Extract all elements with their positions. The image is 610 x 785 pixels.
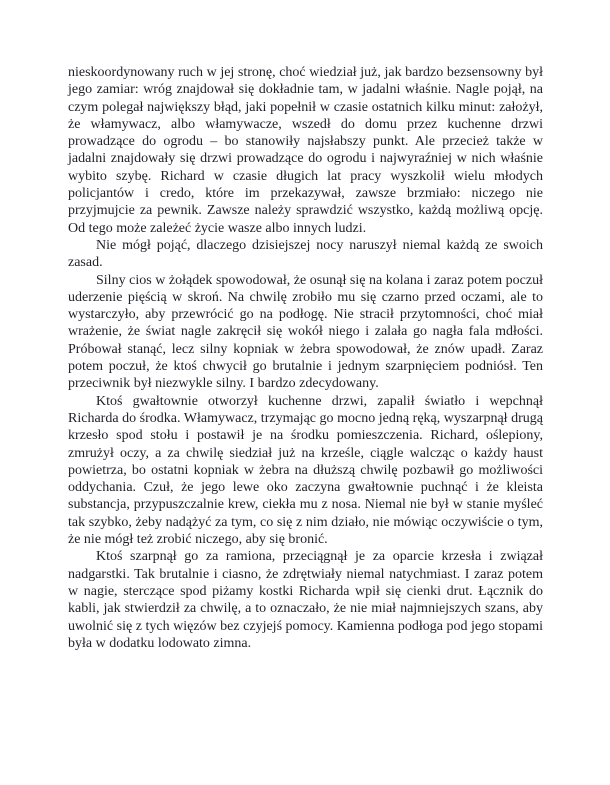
- book-paragraph: nieskoordynowany ruch w jej stronę, choć wiedział już, jak bardzo bezsensowny był jego zamiar: wróg znajdował się dokładnie tam, w jadalni właśnie. Nagle pojął, na czym polegał największy błąd, jaki popełnił w czasie ostatnich kilku minut: założył, że włamywacz, albo włamywacze, wszedł do domu przez kuchenne drzwi prowadzące do ogrodu – bo stanowiły najsłabszy punkt. Ale przecież także w jadalni znajdowały się drzwi prowadzące do ogrodu i najwyraźniej w nich właśnie wybito szybę. Richard w czasie długich lat pracy wyszkolił wielu młodych policjantów i credo, które im przekazywał, zawsze brzmiało: niczego nie przyjmujcie za pewnik. Zawsze należy sprawdzić wszystko, każdą możliwą opcję. Od tego może zależeć życie wasze albo innych ludzi.: [68, 65, 543, 236]
- book-paragraph: Ktoś gwałtownie otworzył kuchenne drzwi, zapalił światło i wepchnął Richarda do środka. Włamywacz, trzymając go mocno jedną ręką, wyszarpnął drugą krzesło spod stołu i postawił je na środku pomieszczenia. Richard, oślepiony, zmrużył oczy, a za chwilę siedział już na krześle, ciągle walcząc o każdy haust powietrza, bo ostatni kopniak w żebra na dłuższą chwilę pozbawił go możliwości oddychania. Czuł, że jego lewe oko zaczyna gwałtownie puchnąć i że kleista substancja, przypuszczalnie krew, ciekła mu z nosa. Niemal nie był w stanie myśleć tak szybko, żeby nadążyć za tym, co się z nim działo, nie mówiąc oczywiście o tym, że nie mógł też zrobić niczego, aby się bronić.: [68, 393, 543, 548]
- book-paragraph: Ktoś szarpnął go za ramiona, przeciągnął je za oparcie krzesła i związał nadgarstki. Tak brutalnie i ciasno, że zdrętwiały niemal natychmiast. I zaraz potem w nagie, sterczące spod piżamy kostki Richarda wpił się cienki drut. Łącznik do kabli, jak stwierdził za chwilę, a to oznaczało, że nie miał najmniejszych szans, aby uwolnić się z tych więzów bez czyjejś pomocy. Kamienna podłoga pod jego stopami była w dodatku lodowato zimna.: [68, 549, 543, 651]
- book-paragraph: Nie mógł pojąć, dlaczego dzisiejszej nocy naruszył niemal każdą ze swoich zasad.: [68, 237, 543, 271]
- text-block: [68, 64, 543, 652]
- book-paragraph: Silny cios w żołądek spowodował, że osunął się na kolana i zaraz potem poczuł uderzenie pięścią w skroń. Na chwilę zrobiło mu się czarno przed oczami, ale to wystarczyło, aby przewrócić go na podłogę. Nie stracił przytomności, choć miał wrażenie, że świat nagle zakręcił się wokół niego i zalała go nagła fala mdłości. Próbował stanąć, lecz silny kopniak w żebra spowodował, że znów upadł. Zaraz potem poczuł, że ktoś chwycił go brutalnie i jednym szarpnięciem podniósł. Ten przeciwnik był niezwykle silny. I bardzo zdecydowany.: [68, 272, 543, 392]
